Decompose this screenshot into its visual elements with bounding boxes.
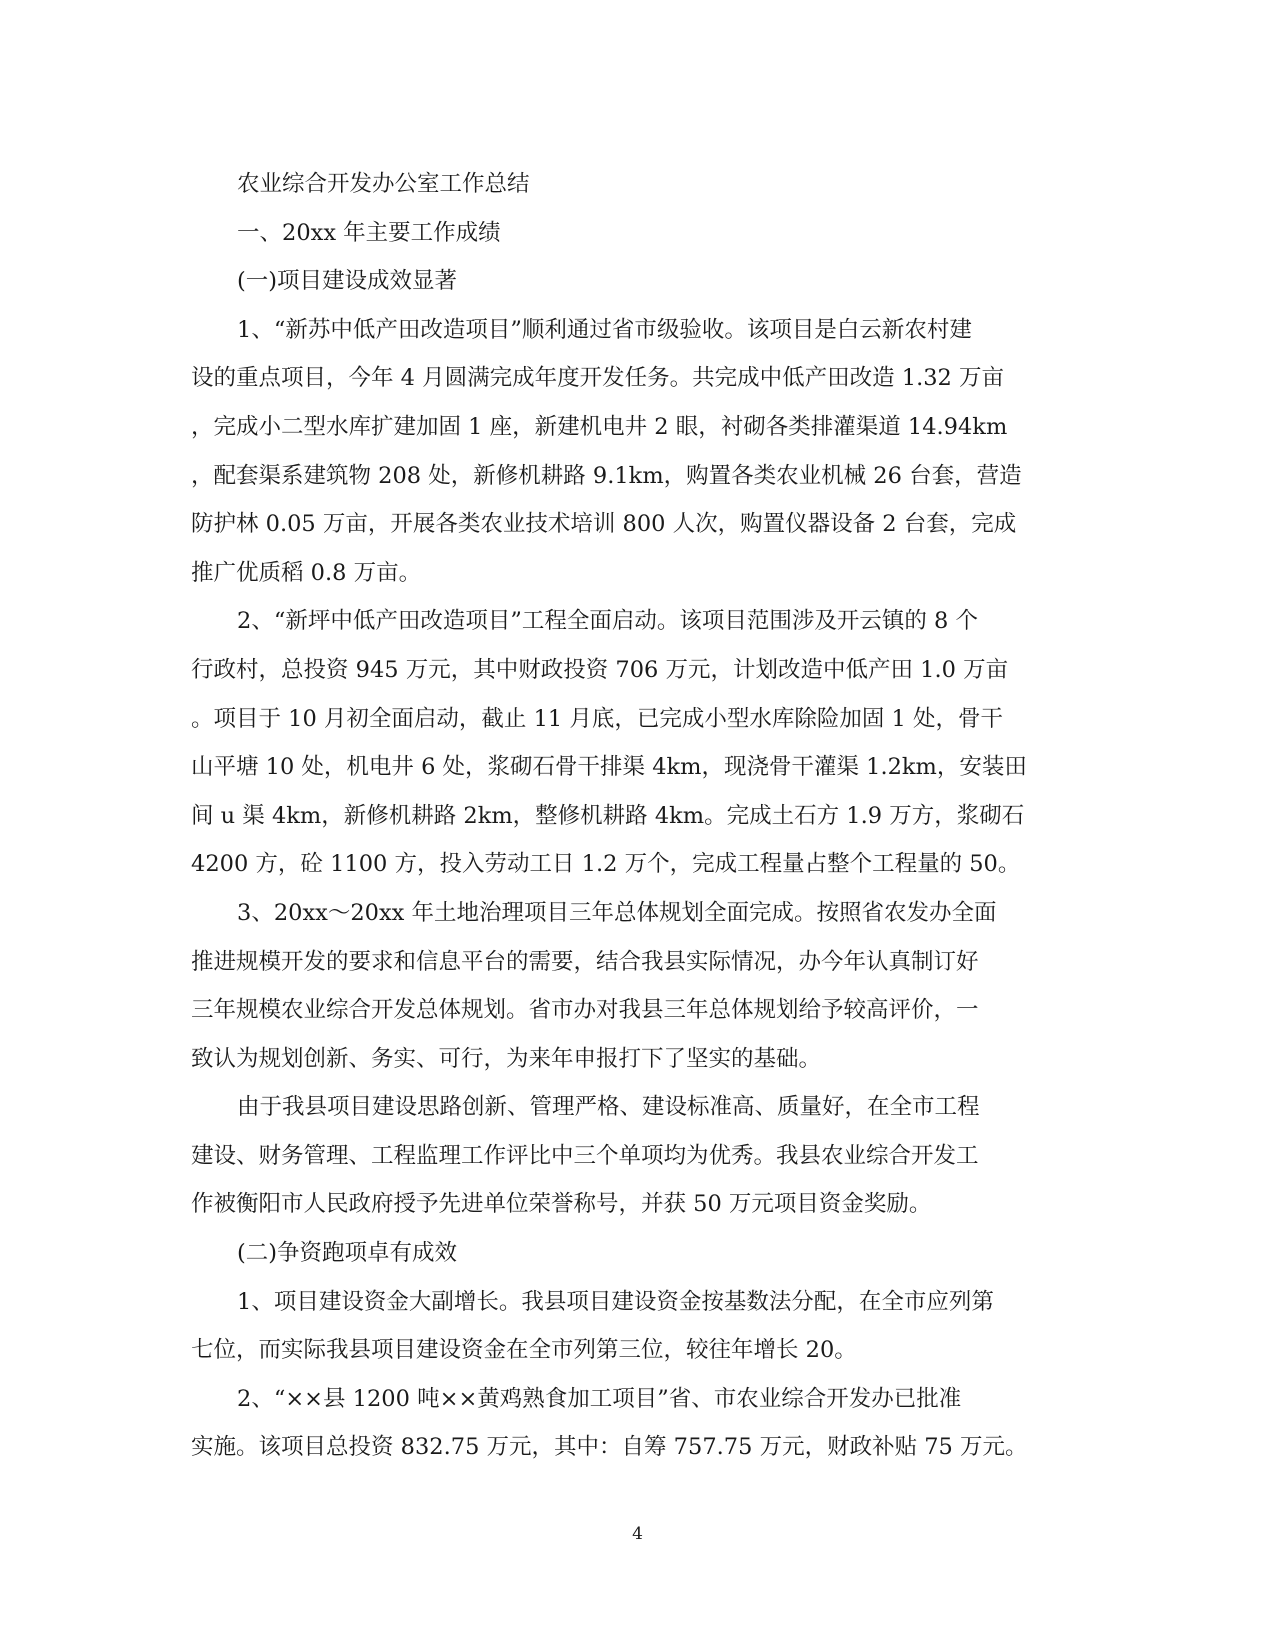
section-heading: 一、20xx 年主要工作成绩 (237, 219, 501, 246)
paragraph-line: 致认为规划创新、务实、可行，为来年申报打下了坚实的基础。 (191, 1045, 822, 1072)
paragraph-line: 山平塘 10 处，机电井 6 处，浆砌石骨干排渠 4km，现浇骨干灌渠 1.2km，安装田 (191, 754, 1027, 781)
paragraph-line: 2、“××县 1200 吨××黄鸡熟食加工项目”省、市农业综合开发办已批准 (237, 1385, 962, 1412)
paragraph-line: ，完成小二型水库扩建加固 1 座，新建机电井 2 眼，衬砌各类排灌渠道 14.94km (191, 413, 1008, 440)
paragraph-line: 实施。该项目总投资 832.75 万元，其中：自筹 757.75 万元，财政补贴 75 万元。 (191, 1434, 1028, 1461)
paragraph-line: ，配套渠系建筑物 208 处，新修机耕路 9.1km，购置各类农业机械 26 台套，营造 (191, 462, 1022, 489)
page-number: 4 (632, 1524, 643, 1544)
paragraph-line: 作被衡阳市人民政府授予先进单位荣誉称号，并获 50 万元项目资金奖励。 (191, 1191, 932, 1218)
paragraph-line: 防护林 0.05 万亩，开展各类农业技术培训 800 人次，购置仪器设备 2 台套，完成 (191, 511, 1017, 538)
document-body (191, 160, 1071, 1472)
subsection-heading: (一)项目建设成效显著 (237, 268, 458, 295)
paragraph-line: 七位，而实际我县项目建设资金在全市列第三位，较往年增长 20。 (191, 1337, 857, 1364)
paragraph-line: 行政村，总投资 945 万元，其中财政投资 706 万元，计划改造中低产田 1.0 万亩 (191, 656, 1009, 683)
paragraph-line: 推进规模开发的要求和信息平台的需要，结合我县实际情况，办今年认真制订好 (191, 948, 979, 975)
paragraph-line: 3、20xx～20xx 年土地治理项目三年总体规划全面完成。按照省农发办全面 (237, 899, 997, 926)
paragraph-line: 由于我县项目建设思路创新、管理严格、建设标准高、质量好，在全市工程 (237, 1094, 980, 1121)
subsection-heading: (二)争资跑项卓有成效 (237, 1240, 458, 1267)
paragraph-line: 4200 方，砼 1100 方，投入劳动工日 1.2 万个，完成工程量占整个工程量的 50。 (191, 851, 1021, 878)
paragraph-line: 设的重点项目，今年 4 月圆满完成年度开发任务。共完成中低产田改造 1.32 万亩 (191, 365, 1005, 392)
paragraph-line: 建设、财务管理、工程监理工作评比中三个单项均为优秀。我县农业综合开发工 (191, 1142, 979, 1169)
paragraph-line: 间 u 渠 4km，新修机耕路 2km，整修机耕路 4km。完成土石方 1.9 万方，浆砌石 (191, 802, 1025, 829)
paragraph-line: 推广优质稻 0.8 万亩。 (191, 559, 422, 586)
paragraph-line: 1、“新苏中低产田改造项目”顺利通过省市级验收。该项目是白云新农村建 (237, 316, 972, 343)
paragraph-line: 三年规模农业综合开发总体规划。省市办对我县三年总体规划给予较高评价，一 (191, 997, 979, 1024)
paragraph-line: 。项目于 10 月初全面启动，截止 11 月底，已完成小型水库除险加固 1 处，骨干 (191, 705, 1003, 732)
paragraph-line: 2、“新坪中低产田改造项目”工程全面启动。该项目范围涉及开云镇的 8 个 (237, 608, 978, 635)
document-title: 农业综合开发办公室工作总结 (237, 171, 530, 197)
paragraph-line: 1、项目建设资金大副增长。我县项目建设资金按基数法分配，在全市应列第 (237, 1288, 994, 1315)
